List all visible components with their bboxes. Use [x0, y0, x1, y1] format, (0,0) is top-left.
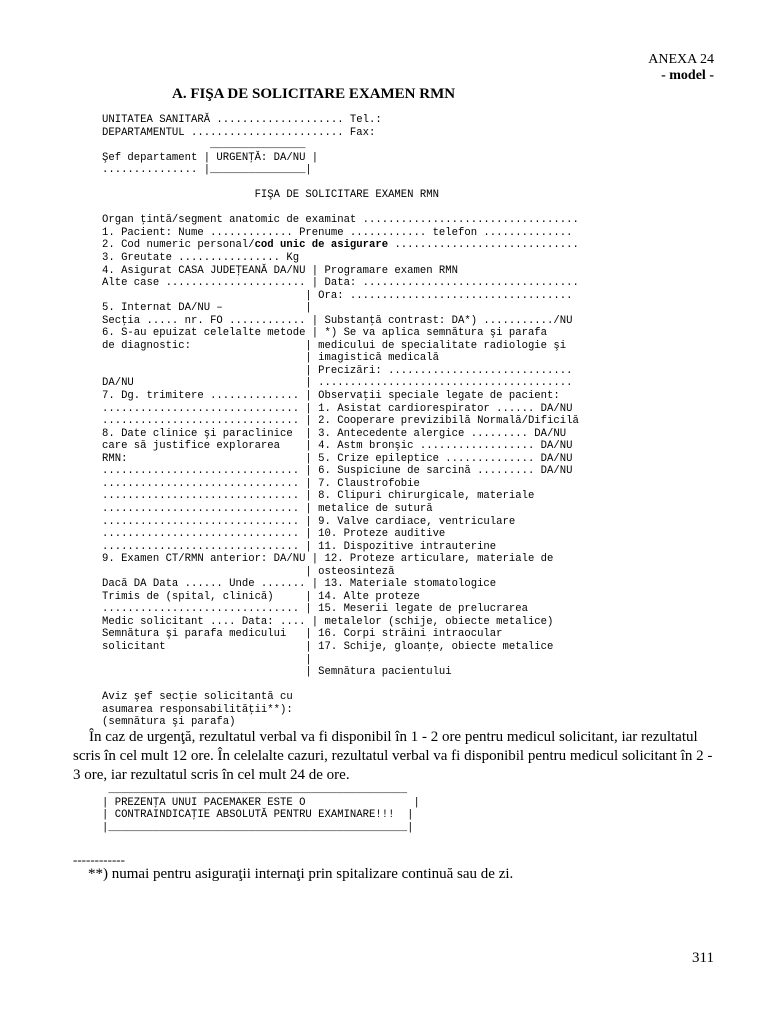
page-title: A. FIŞA DE SOLICITARE EXAMEN RMN [172, 86, 456, 102]
annex-model-label: - model - [661, 68, 714, 83]
form-line-text: 6. S-au epuizat celelalte metode | *) Se va aplica semnătura şi parafa [102, 327, 548, 340]
form-line-text: FIŞA DE SOLICITARE EXAMEN RMN [102, 189, 439, 202]
form-line-text: Dacă DA Data ...... Unde ....... | 13. Materiale stomatologice [102, 578, 497, 591]
form-line-text: 5. Internat DA/NU – | [102, 302, 312, 315]
form-line-text: UNITATEA SANITARĂ .................... Tel.: [102, 114, 382, 126]
form-line-text: Semnătura şi parafa medicului | 16. Corpi străini intraocular [102, 628, 503, 641]
form-line [102, 352, 579, 365]
form-line-text: DA/NU | ........................................ [102, 377, 573, 390]
form-line [102, 377, 579, 390]
form-line-text: _______________ [102, 139, 306, 152]
form-line-text: | Ora: ................................... [102, 289, 573, 302]
form-line [102, 666, 579, 679]
form-line-text: | Precizări: ............................. [102, 364, 573, 377]
form-line-text: Secţia ..... nr. FO ............ | Substanţă contrast: DA*) .........../NU [102, 314, 573, 327]
form-line [102, 403, 579, 416]
form-line-text: Medic solicitant .... Data: .... | metalelor (schije, obiecte metalice) [102, 615, 554, 628]
form-line [102, 541, 579, 554]
form-line-text: de diagnostic: | medicului de specialitate radiologie şi [102, 339, 567, 352]
form-line [102, 227, 579, 240]
form-line-text [102, 202, 108, 214]
form-line-text: Şef departament | URGENŢĂ: DA/NU | [102, 151, 319, 164]
form-line [102, 704, 579, 717]
form-line [102, 390, 579, 403]
form-line [102, 252, 579, 265]
form-line [102, 277, 579, 290]
form-line-text: ............................... | 1. Asistat cardiorespirator ...... DA/NU [102, 402, 573, 415]
form-line-text: ............................... | 9. Valve cardiace, ventriculare [102, 515, 516, 528]
form-line [102, 202, 579, 215]
form-line-text: ............................... | 15. Meserii legate de prelucrarea [102, 603, 528, 616]
pacemaker-warning-box [102, 784, 420, 834]
form-line [102, 114, 579, 127]
form-line [102, 164, 579, 177]
form-line-text: solicitant | 17. Schije, gloanţe, obiecte metalice [102, 640, 554, 653]
form-line-text: 8. Date clinice şi paraclinice | 3. Antecedente alergice ......... DA/NU [102, 427, 567, 440]
form-line [102, 628, 579, 641]
footnote-separator: ------------ [73, 852, 125, 867]
warning-line: | PREZENŢA UNUI PACEMAKER ESTE O | [102, 796, 420, 809]
annex-number: ANEXA 24 [648, 52, 714, 67]
form-line-text: Organ ţintă/segment anatomic de examinat .................................. [102, 214, 579, 227]
form-line [102, 127, 579, 140]
footnote: **) numai pentru asiguraţii internaţi prin spitalizare continuă sau de zi. [88, 866, 514, 882]
form-line-text: cod unic de asigurare [254, 239, 389, 252]
form-line [102, 478, 579, 491]
form-line [102, 239, 579, 252]
form-line-text: ............................... | 11. Dispozitive intrauterine [102, 540, 497, 553]
form-line [102, 566, 579, 579]
form-line-text: ............................... | metalice de sutură [102, 502, 433, 515]
form-line-text: Aviz şef secţie solicitantă cu [102, 691, 293, 704]
form-line-text: ............................. [388, 239, 579, 252]
form-line [102, 428, 579, 441]
form-line-text: ............................... | 6. Suspiciune de sarcină ......... DA/NU [102, 465, 573, 478]
form-line [102, 603, 579, 616]
annex-header [648, 52, 714, 84]
form-line-text: 9. Examen CT/RMN anterior: DA/NU | 12. Proteze articulare, materiale de [102, 553, 554, 566]
form-line-text: care să justifice explorarea | 4. Astm bronşic .................. DA/NU [102, 440, 573, 453]
form-line-text: 3. Greutate ................ Kg [102, 252, 300, 265]
form-line-text: ............................... | 8. Clipuri chirurgicale, materiale [102, 490, 535, 503]
form-line [102, 716, 579, 729]
form-line-text: 2. Cod numeric personal/ [102, 239, 255, 252]
form-line [102, 490, 579, 503]
form-line-text: | [102, 653, 312, 666]
form-line [102, 177, 579, 190]
page-number: 311 [692, 950, 714, 966]
form-line-text: (semnătura şi parafa) [102, 716, 236, 729]
form-line [102, 516, 579, 529]
request-form [102, 114, 579, 729]
form-line [102, 654, 579, 667]
form-line-text [102, 177, 108, 189]
form-line [102, 365, 579, 378]
form-line [102, 691, 579, 704]
form-line [102, 415, 579, 428]
form-line [102, 591, 579, 604]
form-line-text: 1. Pacient: Nume ............. Prenume ............ telefon .............. [102, 226, 573, 239]
form-line [102, 679, 579, 692]
form-line [102, 453, 579, 466]
form-line-text: ............................... | 7. Claustrofobie [102, 477, 420, 490]
form-line [102, 152, 579, 165]
form-line-text [102, 679, 108, 691]
form-line-text: DEPARTAMENTUL ........................ Fax: [102, 126, 376, 139]
form-line [102, 214, 579, 227]
form-line [102, 616, 579, 629]
form-line [102, 302, 579, 315]
form-line-text: 4. Asigurat CASA JUDEŢEANĂ DA/NU | Programare examen RMN [102, 264, 459, 277]
form-line [102, 290, 579, 303]
form-line [102, 340, 579, 353]
form-line-text: ............................... | 2. Cooperare previzibilă Normală/Dificilă [102, 415, 579, 428]
warning-line: _______________________________________________ [102, 784, 408, 796]
form-line [102, 265, 579, 278]
warning-line: | CONTRAINDICAŢIE ABSOLUTĂ PENTRU EXAMINARE!!! | [102, 809, 414, 822]
form-line-text: | Semnătura pacientului [102, 666, 452, 679]
form-line-text: Trimis de (spital, clinică) | 14. Alte proteze [102, 590, 420, 603]
form-line [102, 578, 579, 591]
form-line-text: 7. Dg. trimitere .............. | Observaţii speciale legate de pacient: [102, 390, 560, 403]
form-line [102, 315, 579, 328]
form-line-text: ............... |_______________| [102, 164, 312, 177]
form-line-text: RMN: | 5. Crize epileptice .............. DA/NU [102, 452, 573, 465]
form-line [102, 641, 579, 654]
form-line [102, 465, 579, 478]
form-line [102, 553, 579, 566]
form-line [102, 139, 579, 152]
form-line-text: asumarea responsabilităţii**): [102, 703, 293, 716]
form-line-text: | imagistică medicală [102, 352, 439, 365]
form-line [102, 189, 579, 202]
form-line [102, 327, 579, 340]
form-line [102, 503, 579, 516]
form-line [102, 440, 579, 453]
form-line [102, 528, 579, 541]
form-line-text: Alte case ...................... | Data: .................................. [102, 277, 579, 290]
urgency-note: În caz de urgenţă, rezultatul verbal va fi disponibil în 1 - 2 ore pentru medicul solicitant, iar rezultatul scris în cel mult 12 ore. În celelalte cazuri, rezultatul verbal va fi disponibil pentru medicul solicitant în 2 - 3 ore, iar rezultatul scris în cel mult 24 de ore. [73, 729, 713, 783]
warning-line: |_______________________________________________| [102, 821, 414, 834]
form-line-text: | osteosinteză [102, 565, 395, 578]
form-line-text: ............................... | 10. Proteze auditive [102, 528, 446, 541]
